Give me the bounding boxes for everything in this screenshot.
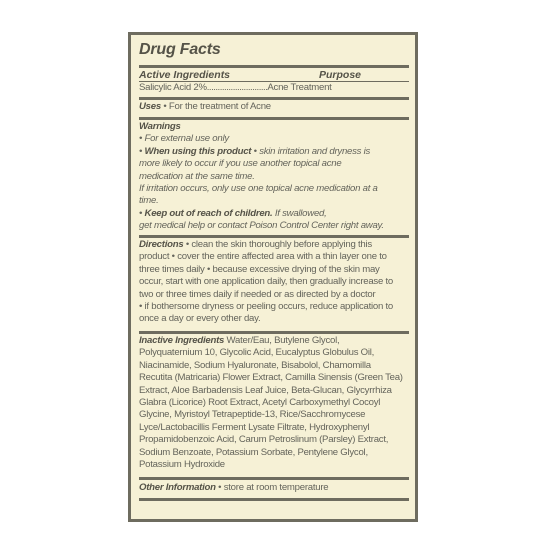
title-divider (139, 65, 409, 68)
directions-line: occur, start with one application daily, then gradually increase to (139, 276, 393, 288)
other-info-text: store at room temperature (223, 482, 329, 493)
inactive-line: Sodium Benzoate, Potassium Sorbate, Pentylene Glycol, (139, 446, 368, 458)
inactive-line: Glabra (Licorice) Root Extract, Acetyl Carboxymethyl Cocoyl (139, 397, 381, 409)
directions-line: • if bothersome dryness or peeling occurs, reduce application to (139, 301, 393, 313)
inactive-line: Inactive Ingredients Water/Eau, Butylene Glycol, (139, 335, 340, 346)
inactive-section (139, 335, 409, 471)
active-ingredient-row (139, 82, 409, 94)
active-purpose: Acne Treatment (267, 82, 332, 93)
directions-header: Directions (139, 239, 184, 250)
directions-line: product • cover the entire affected area with a thin layer one to (139, 251, 387, 263)
warnings-divider (139, 235, 409, 238)
inactive-line: Recutita (Matricaria) Flower Extract, Camilla Sinensis (Green Tea) (139, 372, 403, 384)
inactive-divider (139, 477, 409, 480)
inactive-line: Niacinamide, Sodium Hyaluronate, Bisabolol, Chamomilla (139, 359, 371, 371)
active-ingredient: Salicylic Acid 2% (139, 82, 207, 93)
active-ingredients-header: Active Ingredients (139, 69, 231, 81)
warning-keep-out-1: • Keep out of reach of children. If swallowed, (139, 207, 327, 219)
inactive-line: Polyquaternium 10, Glycolic Acid, Eucalyptus Globulus Oil, (139, 347, 375, 359)
inactive-line: Extract, Aloe Barbadensis Leaf Juice, Beta-Glucan, Glycyrrhiza (139, 384, 392, 396)
drug-facts-title: Drug Facts (139, 41, 221, 58)
uses-divider (139, 117, 409, 120)
warning-irritation-1: If irritation occurs, only use one topical acne medication at a (139, 183, 378, 195)
warning-when-using-1: • When using this product • skin irritation and dryness is (139, 145, 371, 157)
directions-divider (139, 331, 409, 334)
directions-line: two or three times daily if needed or as directed by a doctor (139, 288, 376, 300)
other-info-divider (139, 498, 409, 501)
active-divider (139, 97, 409, 100)
inactive-line: Propamidobenzoic Acid, Carum Petroslinum (Parsley) Extract, (139, 434, 389, 446)
warnings-header: Warnings (139, 121, 181, 132)
other-info-section: Other Information • store at room temperature (139, 482, 329, 493)
active-header-row (139, 69, 409, 81)
warning-when-using-2: more likely to occur if you use another topical acne (139, 158, 342, 170)
warnings-section (139, 121, 409, 233)
inactive-line: Potassium Hydroxide (139, 459, 225, 471)
directions-section (139, 239, 409, 326)
purpose-header: Purpose (319, 69, 362, 81)
warning-keep-out-2: get medical help or contact Poison Control Center right away. (139, 220, 384, 232)
uses-section: Uses • For the treatment of Acne (139, 101, 271, 112)
inactive-line: Lyce/Lactobacillis Ferment Lysate Filtrate, Hydroxyphenyl (139, 421, 370, 433)
warning-irritation-2: time. (139, 195, 159, 207)
drug-facts-label (128, 32, 418, 522)
warning-external: • For external use only (139, 133, 229, 145)
leader-dots: ............................ (206, 82, 268, 93)
other-info-header: Other Information (139, 482, 216, 493)
inactive-header: Inactive Ingredients (139, 335, 225, 346)
warning-when-using-3: medication at the same time. (139, 170, 255, 182)
directions-line: three times daily • because excessive drying of the skin may (139, 263, 380, 275)
inactive-line: Glycine, Myristoyl Tetrapeptide-13, Rice/Sacchromycese (139, 409, 366, 421)
uses-header: Uses (139, 101, 161, 112)
directions-line: Directions • clean the skin thoroughly before applying this (139, 239, 372, 250)
directions-line: once a day or every other day. (139, 313, 261, 325)
uses-text: For the treatment of Acne (168, 101, 271, 112)
